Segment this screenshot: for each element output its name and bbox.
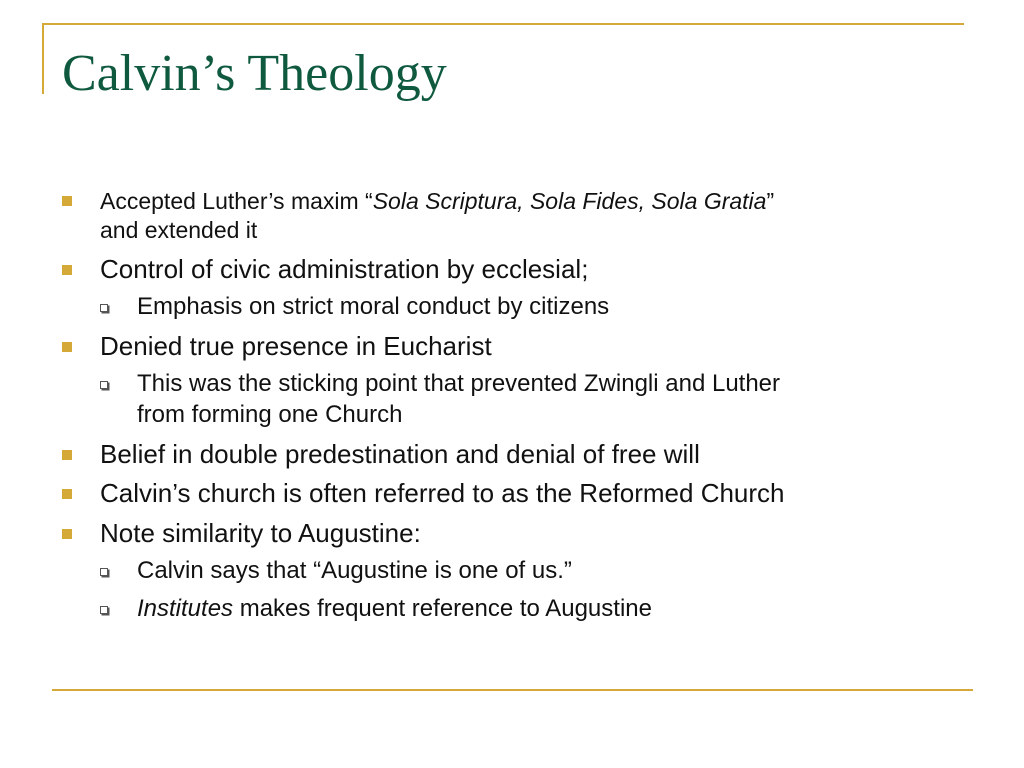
bullet-3-text: Denied true presence in Eucharist — [100, 331, 492, 361]
hollow-square-bullet-icon — [100, 381, 108, 389]
square-bullet-icon — [62, 450, 72, 460]
bullet-1-prefix: Accepted Luther’s maxim “ — [100, 188, 373, 214]
bottom-rule — [52, 689, 973, 691]
bullet-6-sub-2-rest: makes frequent reference to Augustine — [233, 595, 652, 622]
bullet-1-latin-maxim: Sola Scriptura, Sola Fides, Sola Gratia — [372, 188, 767, 214]
bullet-3-sub-1-line-2: from forming one Church — [137, 401, 403, 428]
bullet-6-sub-1: Calvin says that “Augustine is one of us.” — [137, 557, 572, 584]
bullet-1-suffix: ” — [766, 188, 775, 214]
bullet-2-sub-1: Emphasis on strict moral conduct by citizens — [137, 293, 610, 320]
square-bullet-icon — [62, 529, 72, 539]
square-bullet-icon — [62, 196, 72, 206]
hollow-square-bullet-icon — [100, 304, 108, 312]
slide-title: Calvin’s Theology — [62, 45, 447, 102]
bullet-1-line-1 — [100, 186, 774, 216]
institutes-title: Institutes — [137, 595, 234, 622]
bullet-2-text: Control of civic administration by ecclesial; — [100, 254, 589, 284]
square-bullet-icon — [62, 342, 72, 352]
square-bullet-icon — [62, 489, 72, 499]
bullet-5-text: Calvin’s church is often referred to as the Reformed Church — [100, 478, 785, 508]
bullet-1-line-2: and extended it — [100, 217, 258, 243]
bullet-6-text: Note similarity to Augustine: — [100, 518, 421, 548]
square-bullet-icon — [62, 265, 72, 275]
bullet-3-sub-1-line-1: This was the sticking point that prevented Zwingli and Luther — [137, 370, 781, 397]
bullet-6-sub-2 — [137, 593, 652, 624]
bullet-4-text: Belief in double predestination and denial of free will — [100, 439, 700, 469]
hollow-square-bullet-icon — [100, 606, 108, 614]
hollow-square-bullet-icon — [100, 568, 108, 576]
